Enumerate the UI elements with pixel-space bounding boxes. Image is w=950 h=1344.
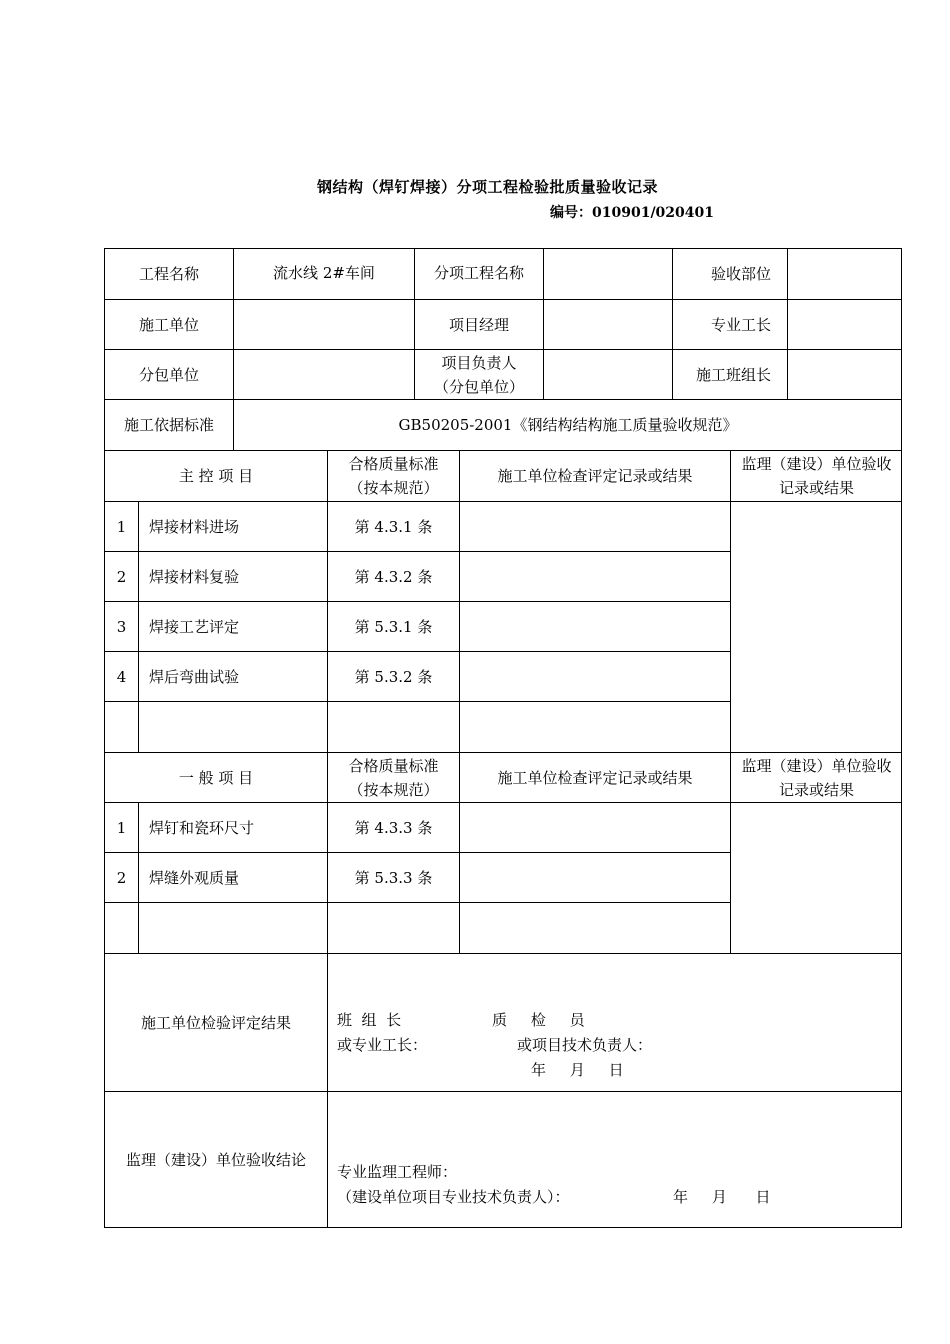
main-row-3-item: 焊接工艺评定 (138, 601, 327, 651)
general-supervisor-header-line1: 监理（建设）单位验收 (741, 756, 892, 775)
general-supervisor-header (730, 752, 902, 802)
general-row-1-standard: 第 4.3.3 条 (327, 802, 459, 852)
general-row-2-standard: 第 5.3.3 条 (327, 852, 459, 902)
sub-project-label: 分项工程名称 (414, 248, 543, 299)
main-row-5-record (459, 701, 730, 752)
general-supervisor-result (730, 802, 902, 953)
contractor-result-area (327, 953, 902, 1091)
main-row-2-record (459, 551, 730, 601)
main-row-4-no: 4 (104, 651, 138, 701)
main-standard-header (327, 450, 459, 501)
sub-leader-value (543, 349, 672, 399)
main-row-1-standard: 第 4.3.1 条 (327, 501, 459, 551)
main-supervisor-header-line2: 记录或结果 (778, 479, 854, 497)
sub-leader-label-line1: 项目负责人 (441, 353, 517, 372)
main-row-2-no: 2 (104, 551, 138, 601)
main-supervisor-result (730, 501, 902, 752)
project-manager-value (543, 299, 672, 349)
general-row-1-record (459, 802, 730, 852)
general-row-2-no: 2 (104, 852, 138, 902)
project-name-label: 工程名称 (104, 248, 233, 299)
general-row-1-item: 焊钉和瓷环尺寸 (138, 802, 327, 852)
owner-tech-lead-sign: （建设单位项目专业技术负责人）： (337, 1188, 570, 1206)
acceptance-part-value (787, 248, 902, 299)
general-record-header: 施工单位检查评定记录或结果 (459, 752, 730, 802)
main-row-1-item: 焊接材料进场 (138, 501, 327, 551)
main-row-4-item: 焊后弯曲试验 (138, 651, 327, 701)
main-standard-header-line1: 合格质量标准 (348, 455, 439, 473)
general-header: 一 般 项 目 (104, 752, 327, 802)
supervisor-date: 年 月 日 (673, 1188, 771, 1206)
general-row-1-no: 1 (104, 802, 138, 852)
main-record-header: 施工单位检查评定记录或结果 (459, 450, 730, 501)
standard-value: GB50205-2001《钢结构结构施工质量验收规范》 (233, 399, 902, 450)
general-supervisor-header-line2: 记录或结果 (778, 780, 854, 799)
sub-project-value (543, 248, 672, 299)
main-row-3-record (459, 601, 730, 651)
foreman-sign: 或专业工长： (337, 1036, 428, 1054)
main-standard-header-line2: （按本规范） (348, 479, 439, 497)
subcontractor-value (233, 349, 414, 399)
project-manager-label: 项目经理 (414, 299, 543, 349)
tech-lead-sign: 或项目技术负责人： (517, 1036, 653, 1054)
general-row-2-item: 焊缝外观质量 (138, 852, 327, 902)
general-standard-header-line2: （按本规范） (348, 780, 439, 799)
main-control-header: 主 控 项 目 (104, 450, 327, 501)
acceptance-record-table (104, 248, 902, 1228)
project-name-value: 流水线 2#车间 (233, 248, 414, 299)
main-row-5-standard (327, 701, 459, 752)
acceptance-part-label: 验收部位 (672, 248, 787, 299)
general-row-3-no (104, 902, 138, 953)
general-row-3-item (138, 902, 327, 953)
general-row-3-record (459, 902, 730, 953)
main-row-5-item (138, 701, 327, 752)
document-number: 编号：010901/020401 (550, 205, 715, 221)
main-row-4-standard: 第 5.3.2 条 (327, 651, 459, 701)
general-row-2-record (459, 852, 730, 902)
document-title: 钢结构（焊钉焊接）分项工程检验批质量验收记录 (316, 178, 658, 196)
main-supervisor-header (730, 450, 902, 501)
foreman-value (787, 299, 902, 349)
main-row-1-no: 1 (104, 501, 138, 551)
supervising-engineer-sign: 专业监理工程师： (337, 1163, 458, 1181)
contractor-label: 施工单位 (104, 299, 233, 349)
standard-label: 施工依据标准 (104, 399, 233, 450)
team-leader-label: 施工班组长 (672, 349, 787, 399)
supervisor-result-area (327, 1091, 902, 1228)
inspector-sign: 质 检 员 (492, 1011, 585, 1029)
general-row-3-standard (327, 902, 459, 953)
sub-leader-label-line2: （分包单位） (433, 377, 524, 396)
team-leader-sign: 班 组 长 (337, 1011, 402, 1029)
main-row-2-standard: 第 4.3.2 条 (327, 551, 459, 601)
general-standard-header-line1: 合格质量标准 (348, 756, 439, 775)
contractor-result-label: 施工单位检验评定结果 (104, 953, 327, 1091)
foreman-label: 专业工长 (672, 299, 787, 349)
main-row-4-record (459, 651, 730, 701)
main-row-5-no (104, 701, 138, 752)
sub-leader-label (414, 349, 543, 399)
main-row-3-standard: 第 5.3.1 条 (327, 601, 459, 651)
contractor-date: 年 月 日 (531, 1061, 624, 1079)
supervisor-result-label: 监理（建设）单位验收结论 (104, 1091, 327, 1228)
general-standard-header (327, 752, 459, 802)
main-row-1-record (459, 501, 730, 551)
contractor-value (233, 299, 414, 349)
main-row-3-no: 3 (104, 601, 138, 651)
main-supervisor-header-line1: 监理（建设）单位验收 (741, 455, 892, 473)
subcontractor-label: 分包单位 (104, 349, 233, 399)
main-row-2-item: 焊接材料复验 (138, 551, 327, 601)
team-leader-value (787, 349, 902, 399)
